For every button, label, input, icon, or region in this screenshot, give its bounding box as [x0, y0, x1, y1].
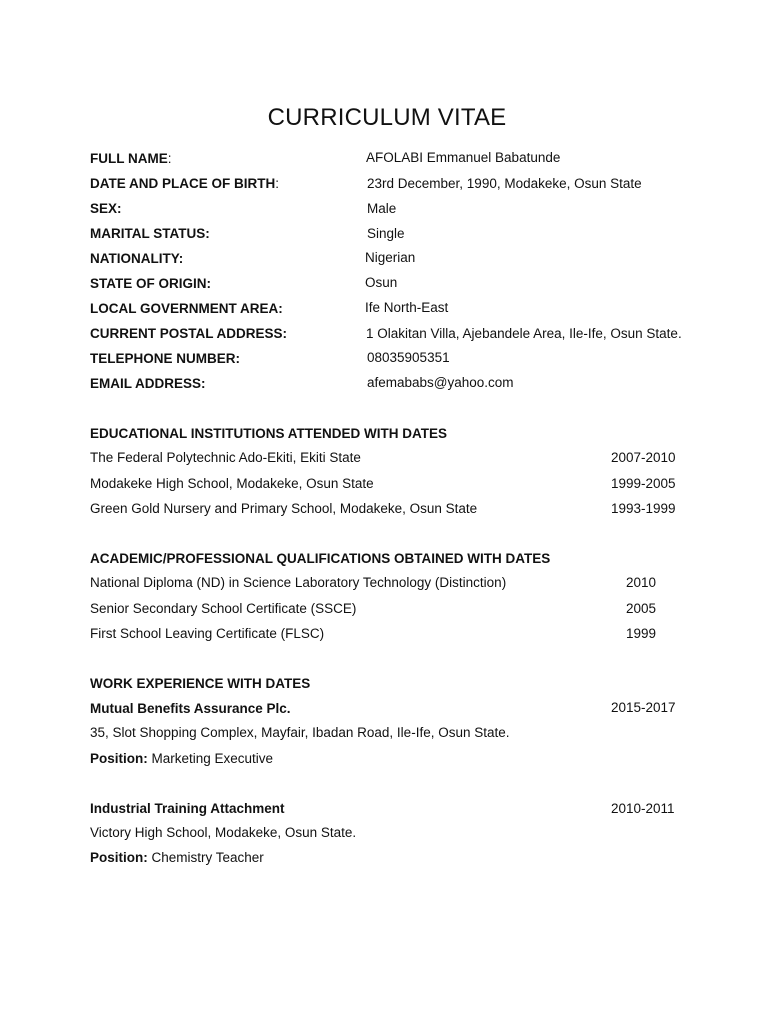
position-label: Position:	[90, 751, 148, 766]
value-marital-status: Single	[367, 226, 405, 241]
work-date: 2010-2011	[611, 801, 675, 816]
qualification-item-name: First School Leaving Certificate (FLSC)	[90, 626, 325, 641]
value-email[interactable]: afemababs@yahoo.com	[367, 375, 514, 390]
value-full-name: AFOLABI Emmanuel Babatunde	[366, 150, 561, 165]
education-item-date: 1999-2005	[611, 476, 676, 491]
education-item-name: The Federal Polytechnic Ado-Ekiti, Ekiti State	[90, 450, 361, 465]
work-position	[90, 751, 273, 767]
position-value: Chemistry Teacher	[151, 850, 264, 865]
work-heading: WORK EXPERIENCE WITH DATES	[90, 676, 311, 691]
work-employer: Mutual Benefits Assurance Plc.	[90, 701, 291, 716]
label-marital-status: MARITAL STATUS:	[90, 226, 210, 241]
page-title: CURRICULUM VITAE	[267, 104, 507, 131]
value-state-of-origin: Osun	[365, 275, 398, 290]
label-sex: SEX:	[90, 201, 122, 216]
education-item-date: 2007-2010	[611, 450, 676, 465]
work-date: 2015-2017	[611, 700, 676, 715]
value-postal-address: 1 Olakitan Villa, Ajebandele Area, Ile-Ife, Osun State.	[366, 326, 682, 341]
work-employer: Industrial Training Attachment	[90, 801, 285, 816]
label-state-of-origin: STATE OF ORIGIN:	[90, 276, 211, 291]
work-address: Victory High School, Modakeke, Osun State.	[90, 825, 357, 840]
value-nationality: Nigerian	[365, 250, 416, 265]
position-value: Marketing Executive	[151, 751, 274, 766]
education-item-name: Modakeke High School, Modakeke, Osun State	[90, 476, 374, 491]
qualification-item-name: Senior Secondary School Certificate (SSCE)	[90, 601, 357, 616]
label-lga: LOCAL GOVERNMENT AREA:	[90, 301, 283, 316]
value-telephone: 08035905351	[367, 350, 450, 365]
value-date-place-birth: 23rd December, 1990, Modakeke, Osun State	[367, 176, 642, 191]
label-date-place-birth: DATE AND PLACE OF BIRTH:	[90, 176, 280, 191]
label-telephone: TELEPHONE NUMBER:	[90, 351, 241, 366]
work-address: 35, Slot Shopping Complex, Mayfair, Ibadan Road, Ile-Ife, Osun State.	[90, 725, 510, 740]
qualification-item-date: 1999	[626, 626, 657, 641]
label-full-name: FULL NAME:	[90, 151, 172, 166]
value-lga: Ife North-East	[365, 300, 449, 315]
education-item-name: Green Gold Nursery and Primary School, Modakeke, Osun State	[90, 501, 478, 516]
education-heading: EDUCATIONAL INSTITUTIONS ATTENDED WITH DATES	[90, 426, 447, 441]
work-position	[90, 850, 264, 866]
label-nationality: NATIONALITY:	[90, 251, 184, 266]
qualification-item-date: 2005	[626, 601, 657, 616]
qualifications-heading: ACADEMIC/PROFESSIONAL QUALIFICATIONS OBTAINED WITH DATES	[90, 551, 551, 566]
label-email: EMAIL ADDRESS:	[90, 376, 206, 391]
qualification-item-name: National Diploma (ND) in Science Laboratory Technology (Distinction)	[90, 575, 507, 590]
position-label: Position:	[90, 850, 148, 865]
qualification-item-date: 2010	[626, 575, 657, 590]
education-item-date: 1993-1999	[611, 501, 676, 516]
label-postal-address: CURRENT POSTAL ADDRESS:	[90, 326, 288, 341]
value-sex: Male	[367, 201, 397, 216]
